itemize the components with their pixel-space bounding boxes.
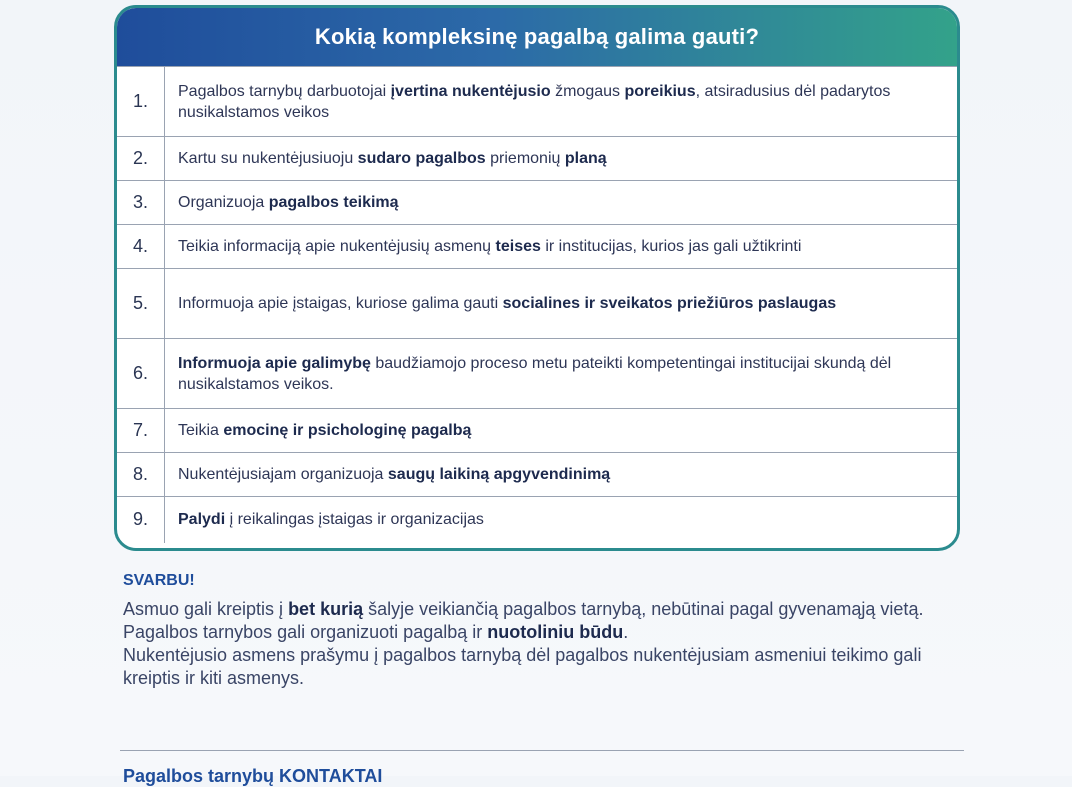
table-row: [117, 497, 957, 543]
body-text: Nukentėjusiajam organizuoja: [178, 466, 388, 483]
body-text: Organizuoja: [178, 194, 269, 211]
help-card: [114, 5, 960, 551]
contacts-heading: Pagalbos tarnybų KONTAKTAI: [123, 766, 383, 786]
body-text: Teikia informaciją apie nukentėjusių asmenų: [178, 238, 496, 255]
body-text: Asmuo gali kreiptis į: [123, 599, 289, 619]
body-text: į reikalingas įstaigas ir organizacijas: [225, 511, 484, 529]
body-text: žmogaus: [550, 82, 625, 100]
row-text: [165, 269, 958, 339]
important-paragraph: [123, 644, 973, 690]
important-paragraph: [123, 598, 973, 621]
row-text: [165, 225, 958, 269]
emphasis-text: Informuoja apie galimybę: [178, 354, 371, 372]
row-text: [165, 409, 958, 453]
emphasis-text: įvertina nukentėjusio: [390, 82, 551, 100]
emphasis-text: pagalbos teikimą: [268, 194, 399, 211]
emphasis-text: socialines ir sveikatos priežiūros paslaugas: [502, 295, 837, 312]
table-row: [117, 225, 957, 269]
emphasis-text: poreikius: [624, 82, 696, 100]
row-number: 6.: [117, 339, 165, 409]
emphasis-text: nuotoliniu būdu: [487, 622, 624, 642]
body-text: ir institucijas, kurios jas gali užtikrinti: [540, 238, 802, 255]
table-row: [117, 181, 957, 225]
table-row: [117, 137, 957, 181]
body-text: priemonių: [485, 150, 565, 167]
row-number: 2.: [117, 137, 165, 181]
row-text: [165, 181, 958, 225]
row-text: [165, 137, 958, 181]
row-number: 7.: [117, 409, 165, 453]
emphasis-text: planą: [564, 150, 607, 167]
table-row: [117, 453, 957, 497]
important-title: SVARBU!: [123, 572, 195, 589]
body-text: Informuoja apie įstaigas, kuriose galima gauti: [178, 295, 503, 312]
body-text: Pagalbos tarnybos gali organizuoti pagalbą ir: [123, 622, 488, 642]
emphasis-text: emocinę ir psichologinę pagalbą: [223, 422, 472, 439]
body-text: baudžiamojo proceso metu pateikti kompetentingai institucijai skundą dėl nusikalstamos veikos.: [178, 354, 892, 393]
body-text: , atsiradusius dėl padarytos nusikalstamos veikos: [178, 82, 891, 121]
emphasis-text: saugų laikiną apgyvendinimą: [387, 466, 611, 483]
row-text: [165, 339, 958, 409]
row-number: 8.: [117, 453, 165, 497]
row-text: [165, 453, 958, 497]
table-row: [117, 339, 957, 409]
row-number: 9.: [117, 497, 165, 543]
body-text: šalyje veikiančią pagalbos tarnybą, nebūtinai pagal gyvenamąją vietą.: [363, 599, 924, 619]
row-number: 5.: [117, 269, 165, 339]
table-row: [117, 409, 957, 453]
card-title: Kokią kompleksinę pagalbą galima gauti?: [117, 8, 957, 66]
table-row: [117, 269, 957, 339]
important-section: [123, 572, 973, 690]
emphasis-text: bet kurią: [288, 599, 364, 619]
table-row: [117, 67, 957, 137]
body-text: Pagalbos tarnybų darbuotojai: [178, 82, 391, 100]
section-divider: [120, 750, 964, 751]
emphasis-text: teises: [495, 238, 541, 255]
body-text: Teikia: [178, 422, 224, 439]
important-text: [123, 598, 973, 690]
emphasis-text: Palydi: [178, 511, 226, 529]
row-text: [165, 67, 958, 137]
row-number: 3.: [117, 181, 165, 225]
body-text: Kartu su nukentėjusiuoju: [178, 150, 358, 167]
body-text: .: [623, 622, 629, 642]
body-text: Nukentėjusio asmens prašymu į pagalbos tarnybą dėl pagalbos nukentėjusiam asmeniui teikimo gali kreiptis ir kiti asmenys.: [123, 645, 922, 688]
emphasis-text: sudaro pagalbos: [357, 150, 486, 167]
important-paragraph: [123, 621, 973, 644]
help-table: [117, 66, 957, 543]
row-text: [165, 497, 958, 543]
row-number: 4.: [117, 225, 165, 269]
row-number: 1.: [117, 67, 165, 137]
